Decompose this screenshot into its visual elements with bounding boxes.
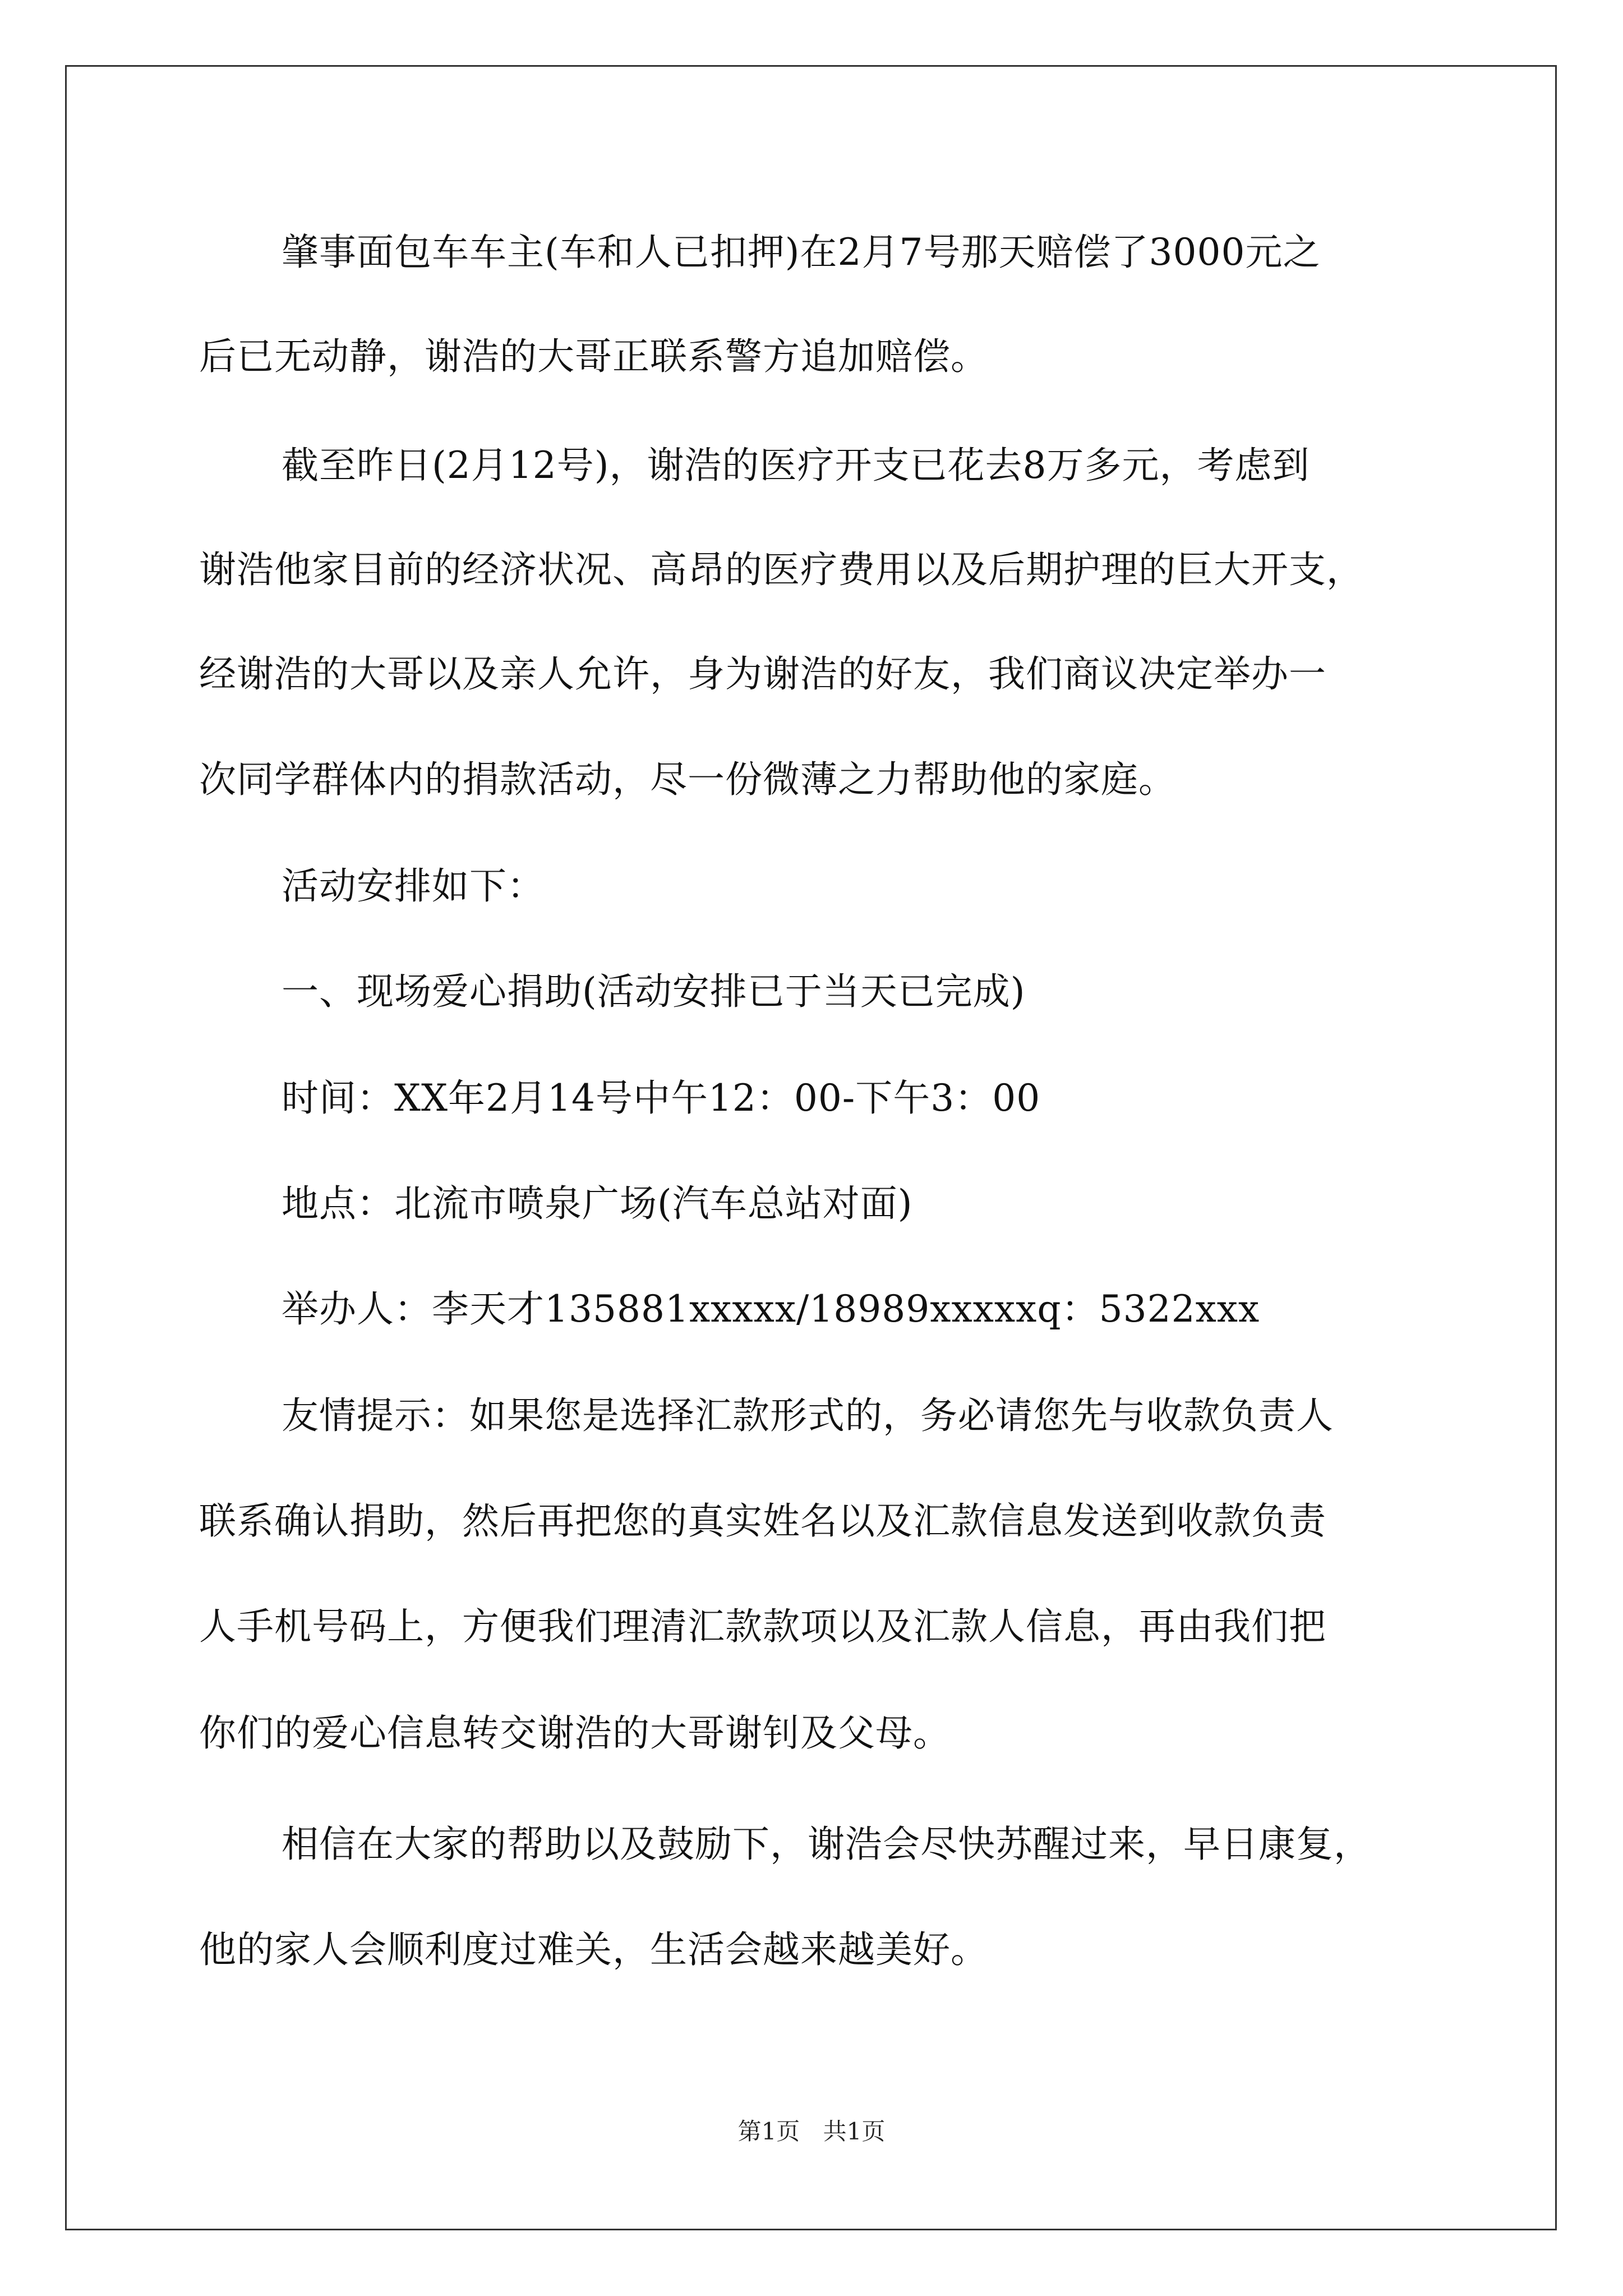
body-line: 地点：北流市喷泉广场(汽车总站对面) xyxy=(282,1182,913,1225)
body-line: 他的家人会顺利度过难关，生活会越来越美好。 xyxy=(199,1928,988,1971)
body-line: 后已无动静，谢浩的大哥正联系警方追加赔偿。 xyxy=(199,335,988,378)
body-line: 你们的爱心信息转交谢浩的大哥谢钊及父母。 xyxy=(199,1711,951,1755)
body-line: 次同学群体内的捐款活动，尽一份微薄之力帮助他的家庭。 xyxy=(199,758,1176,801)
page-border xyxy=(65,65,1557,2230)
body-line: 肇事面包车车主(车和人已扣押)在2月7号那天赔偿了3000元之 xyxy=(282,231,1321,274)
body-line: 友情提示：如果您是选择汇款形式的，务必请您先与收款负责人 xyxy=(282,1394,1334,1437)
page-footer xyxy=(0,2118,1623,2146)
body-line: 截至昨日(2月12号)，谢浩的医疗开支已花去8万多元，考虑到 xyxy=(282,444,1310,487)
body-line: 联系确认捐助，然后再把您的真实姓名以及汇款信息发送到收款负责 xyxy=(199,1499,1326,1543)
body-line: 时间：XX年2月14号中午12：00-下午3：00 xyxy=(282,1076,1041,1120)
body-line: 活动安排如下： xyxy=(282,864,545,908)
page-number-current: 第1页 xyxy=(737,2118,800,2145)
body-line: 举办人：李天才135881xxxxx/18989xxxxxq：5322xxx xyxy=(282,1287,1260,1331)
page-number-total: 共1页 xyxy=(823,2118,886,2145)
body-line: 经谢浩的大哥以及亲人允许，身为谢浩的好友，我们商议决定举办一 xyxy=(199,652,1326,696)
body-line: 相信在大家的帮助以及鼓励下，谢浩会尽快苏醒过来，早日康复， xyxy=(282,1823,1371,1866)
body-line: 人手机号码上，方便我们理清汇款款项以及汇款人信息，再由我们把 xyxy=(199,1605,1326,1648)
body-line: 谢浩他家目前的经济状况、高昂的医疗费用以及后期护理的巨大开支， xyxy=(199,548,1364,591)
body-line: 一、现场爱心捐助(活动安排已于当天已完成) xyxy=(282,970,1026,1013)
